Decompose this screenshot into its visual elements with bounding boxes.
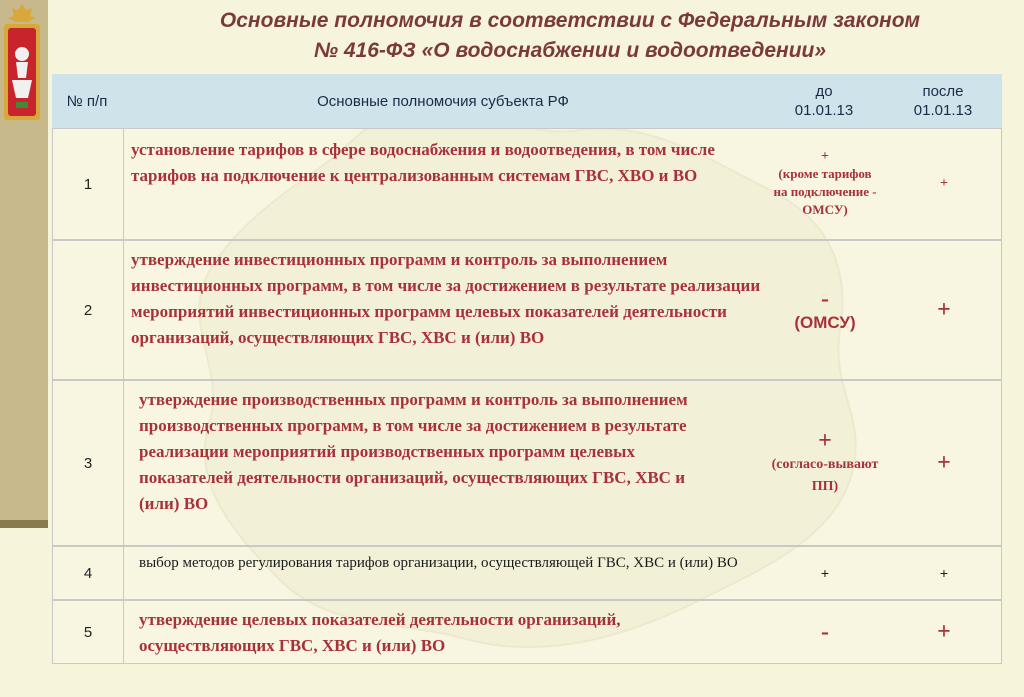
- before-note: (кроме тарифов на подключение - ОМСУ): [773, 166, 877, 217]
- row-number: 2: [53, 241, 124, 379]
- header-num: № п/п: [66, 92, 108, 110]
- after-cell: [885, 129, 1003, 239]
- before-note: (ОМСУ): [794, 313, 856, 332]
- after-cell: [885, 601, 1003, 663]
- after-cell: [885, 241, 1003, 379]
- header-after: после 01.01.13: [913, 83, 973, 119]
- row-text: утверждение инвестиционных программ и контроль за выполнением инвестиционных программ, в том числе за достижением в результате реализации мероприятий инвестиционных программ целевых показателей деятельности организаций, осуществляющих ГВС, ХВС и (или) ВО: [131, 250, 761, 347]
- table-row-3: [52, 380, 1002, 546]
- after-symbol: +: [939, 565, 949, 581]
- before-cell: [765, 241, 885, 379]
- after-cell: [885, 547, 1003, 599]
- after-symbol: +: [937, 619, 951, 645]
- before-symbol: +: [820, 565, 830, 581]
- after-symbol: +: [937, 297, 951, 323]
- table-row-5: [52, 600, 1002, 664]
- before-symbol: -: [821, 286, 829, 312]
- row-text: утверждение целевых показателей деятельности организаций, осуществляющих ГВС, ХВС и (или) ВО: [139, 610, 621, 655]
- before-symbol: +: [821, 149, 829, 164]
- header-before: до 01.01.13: [794, 83, 854, 119]
- title-line-1: Основные полномочия в соответствии с Федеральным законом: [219, 9, 921, 32]
- row-text: установление тарифов в сфере водоснабжения и водоотведения, в том числе тарифов на подключение к централизованным системам ГВС, ХВО и ВО: [131, 140, 715, 185]
- table-header: [52, 74, 1002, 128]
- row-number: 3: [53, 381, 124, 545]
- table-row-4: [52, 546, 1002, 600]
- header-subject: Основные полномочия субъекта РФ: [317, 92, 569, 110]
- before-cell: [765, 547, 885, 599]
- after-cell: [885, 381, 1003, 545]
- decorative-side-band-line: [0, 520, 48, 528]
- after-symbol: +: [937, 450, 951, 476]
- row-number: 5: [53, 601, 124, 663]
- before-note: (согласо-вывают ПП): [771, 457, 879, 494]
- row-number: 4: [53, 547, 124, 599]
- before-symbol: -: [821, 619, 829, 645]
- table-row-2: [52, 240, 1002, 380]
- before-cell: [765, 601, 885, 663]
- after-symbol: +: [940, 176, 948, 191]
- before-cell: [765, 129, 885, 239]
- title-line-2: № 416-ФЗ «О водоснабжении и водоотведении»: [313, 39, 827, 62]
- row-number: 1: [53, 129, 124, 239]
- page-title: [120, 6, 1020, 66]
- coat-of-arms-icon: [2, 2, 42, 122]
- before-symbol: +: [818, 428, 832, 454]
- before-cell: [765, 381, 885, 545]
- row-text: выбор методов регулирования тарифов организации, осуществляющей ГВС, ХВС и (или) ВО: [139, 555, 738, 571]
- table-row-1: [52, 128, 1002, 240]
- row-text: утверждение производственных программ и контроль за выполнением производственных программ, в том числе за достижением в результате реализации мероприятий производственных программ целевых показателей деятельности организаций, осуществляющих ГВС, ХВС и (или) ВО: [139, 390, 688, 513]
